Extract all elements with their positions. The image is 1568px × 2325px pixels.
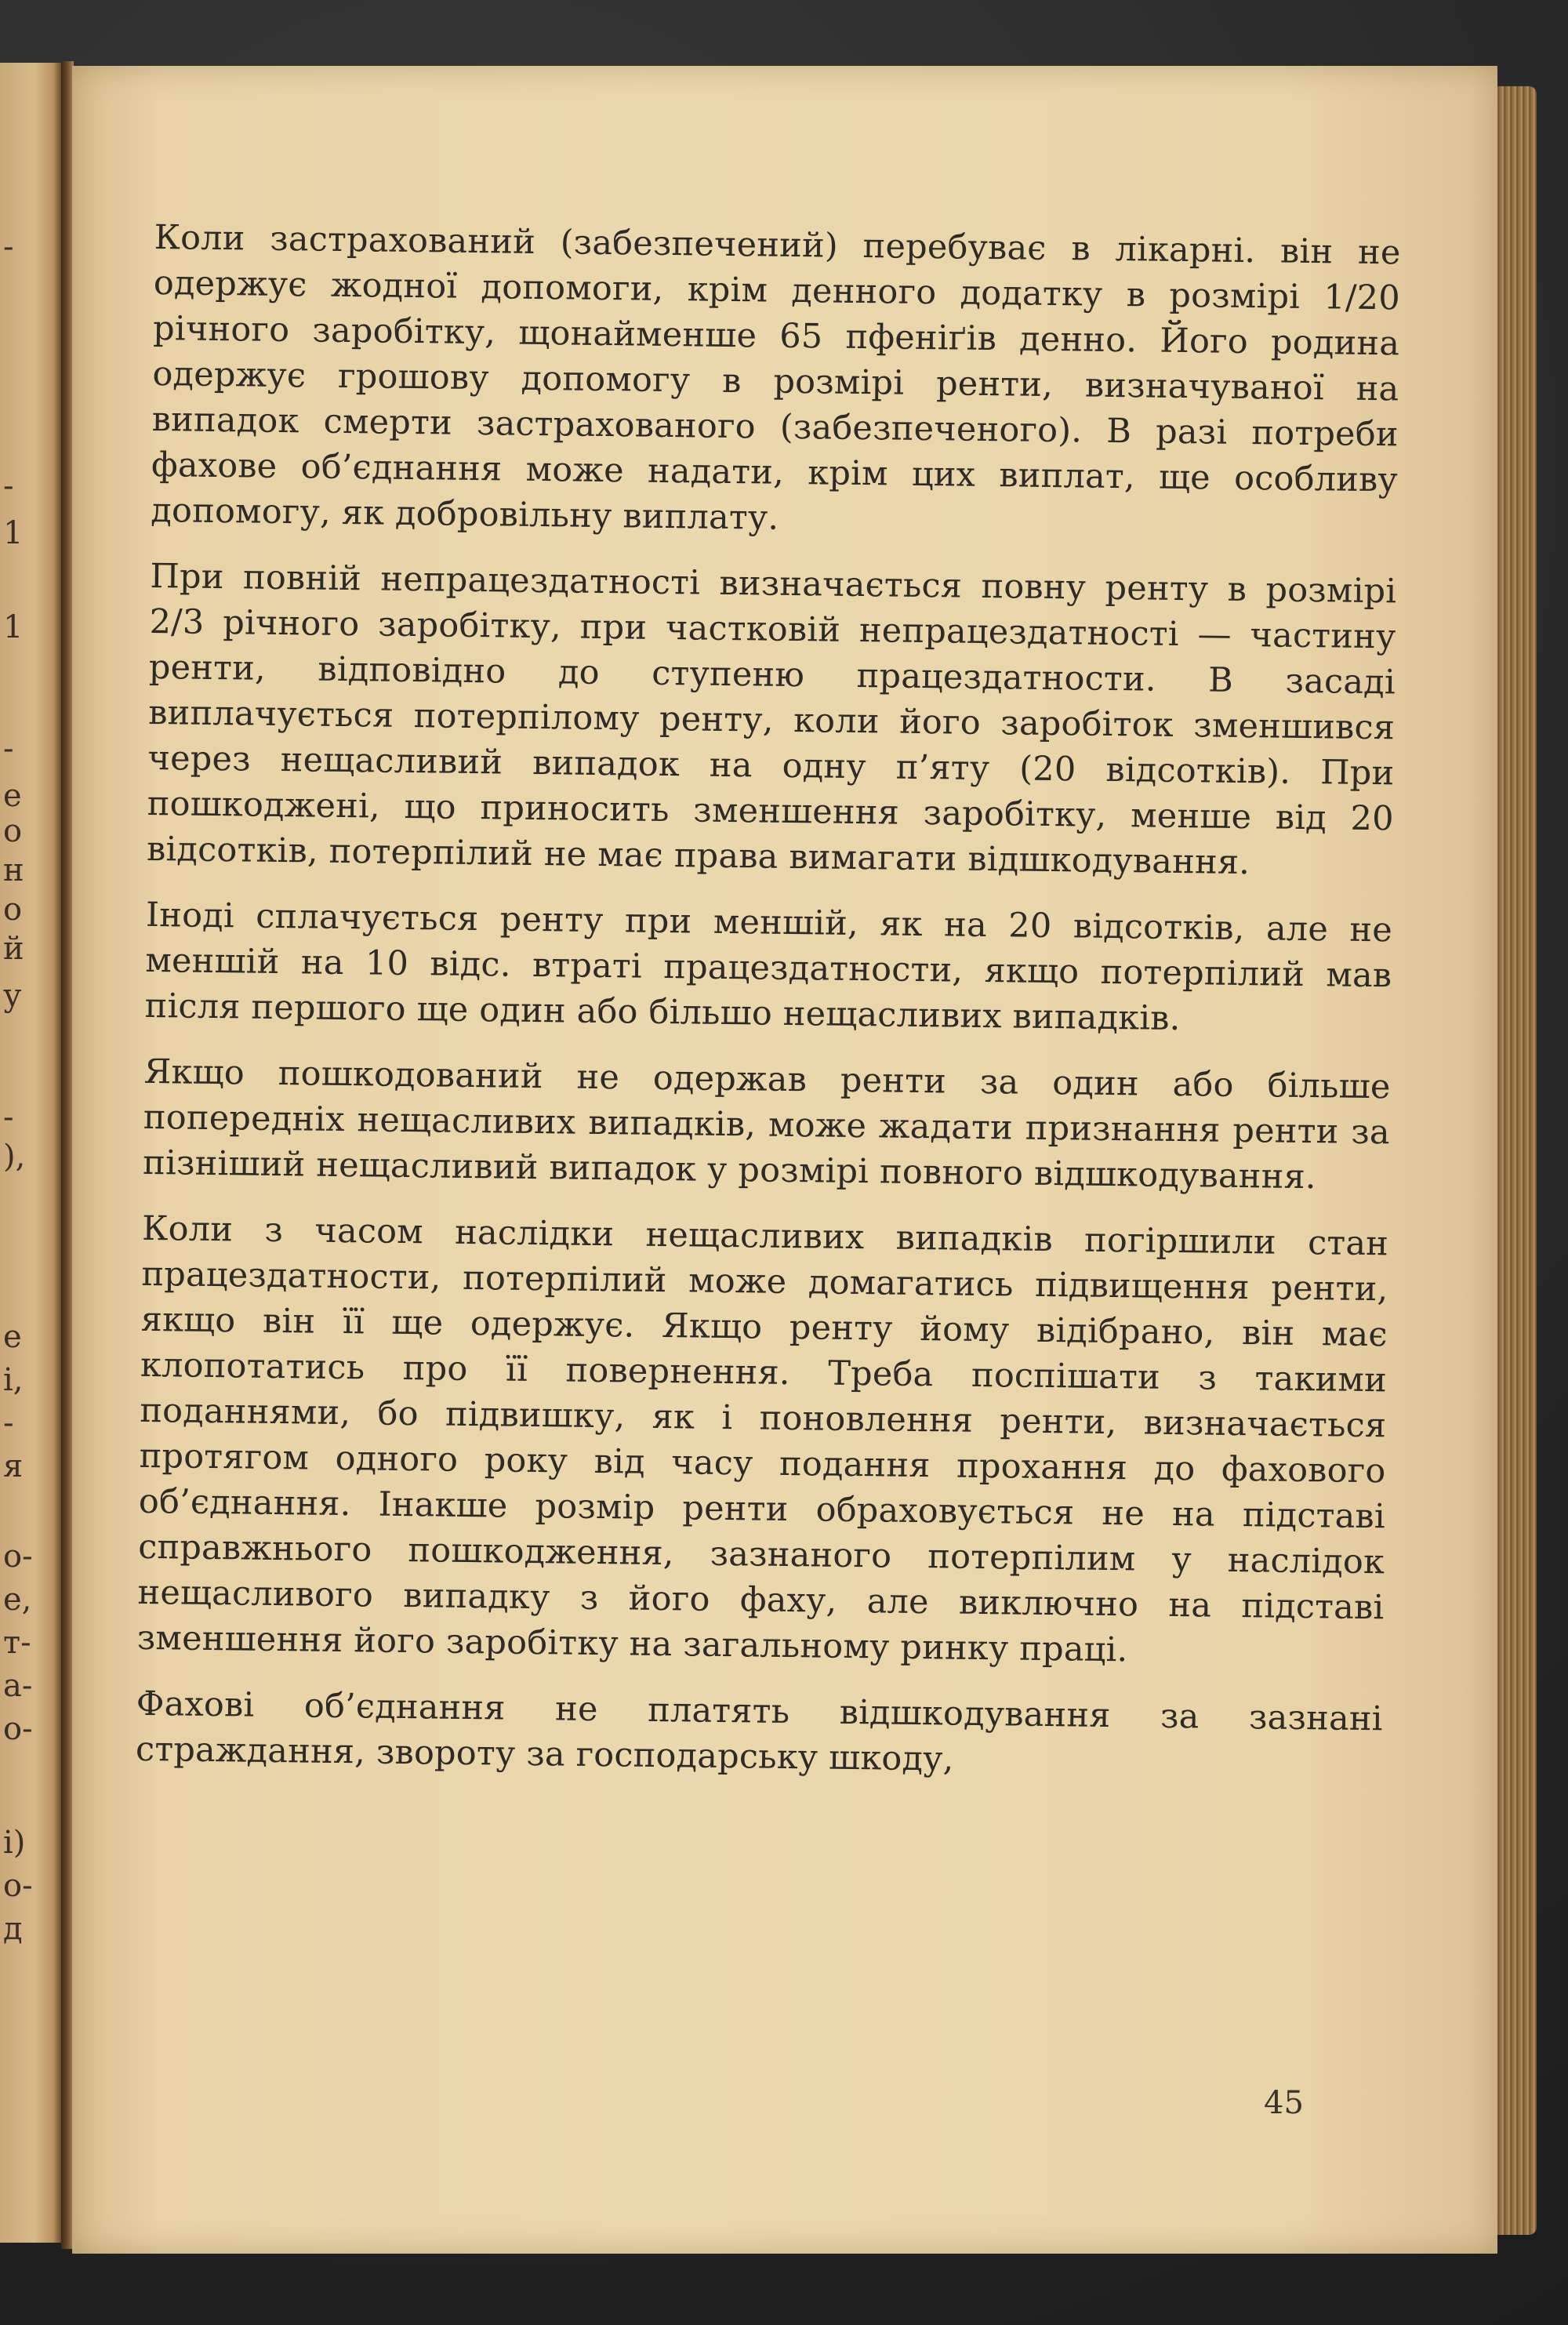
facing-page-fragment: і) bbox=[3, 1825, 26, 1861]
facing-page-fragment: о bbox=[3, 892, 23, 928]
facing-page-fragment: й bbox=[3, 931, 24, 967]
facing-page-fragment: о- bbox=[3, 1538, 33, 1575]
facing-page-fragment: е bbox=[3, 1319, 22, 1355]
paragraph: Фахові об’єднання не платять відшкодування за зазнані страждання, звороту за господарську шкоду, bbox=[135, 1684, 1383, 1779]
facing-page-fragment: і, bbox=[3, 1362, 24, 1398]
facing-page-fragment: - bbox=[3, 1099, 14, 1135]
facing-page-fragment: ), bbox=[3, 1139, 26, 1175]
facing-page-fragment: я bbox=[3, 1448, 24, 1484]
facing-page-fragment: о- bbox=[3, 1868, 33, 1904]
facing-page-fragment: у bbox=[3, 978, 22, 1014]
facing-page-fragment: - bbox=[3, 468, 14, 504]
facing-page-fragment: 1 bbox=[3, 609, 24, 645]
facing-page-fragment: о- bbox=[3, 1711, 33, 1747]
facing-page-fragment: т- bbox=[3, 1625, 31, 1661]
paragraph: При повній непрацездатності визначається повну ренту в розмірі 2/3 річного заробітку, при частковій непрацездатності — частину ренти, відповідно до ступеню працездатности. В засаді виплачується потерпілому ренту, коли його заробіток зменшився через нещасливий випадок на одну п’яту (20 відсотків). При пошкоджені, що приносить зменшення заробітку, менше від 20 відсотків, потерпілий не має права вимагати відшкодування. bbox=[146, 556, 1397, 883]
page-body bbox=[135, 215, 1400, 1807]
book-page bbox=[72, 66, 1497, 2254]
facing-page-fragment: н bbox=[3, 852, 24, 888]
facing-page-fragment: д bbox=[3, 1911, 23, 1947]
facing-page-fragment: - bbox=[3, 731, 14, 767]
page-number: 45 bbox=[1264, 2085, 1304, 2121]
facing-page-fragment: е bbox=[3, 778, 22, 814]
paragraph: Іноді сплачується ренту при меншій, як на 20 відсотків, але не меншій на 10 відс. втраті працездатности, якщо потерпілий мав після першого ще один або більшо нещасливих випадків. bbox=[144, 895, 1393, 1039]
facing-page-fragment: а- bbox=[3, 1668, 33, 1704]
paragraph: Коли з часом наслідки нещасливих випадків погіршили стан працездатности, потерпілий може домагатись підвищення ренти, якщо він її ще одержує. Якщо ренту йому відібрано, він має клопотатись про її повернення. Треба поспішати з такими поданнями, бо підвишку, як і поновлення ренти, визначається протягом одного року від часу подання прохання до фахового об’єднання. Інакше розмір ренти обраховується не на підставі справжнього пошкодження, зазнаного потерпілим у наслідок нещасливого випадку з його фаху, але виключно на підставі зменшення його заробітку на загальному ринку праці. bbox=[136, 1208, 1389, 1670]
paragraph: Якщо пошкодований не одержав ренти за один або більше попередніх нещасливих випадків, може жадати признання ренти за пізніший нещасливий випадок у розмірі повного відшкодування. bbox=[142, 1052, 1391, 1197]
facing-page-fragment: - bbox=[3, 229, 14, 265]
facing-page-fragment: е, bbox=[3, 1582, 32, 1618]
facing-page-edge bbox=[0, 63, 63, 2243]
facing-page-fragment: о bbox=[3, 813, 23, 849]
facing-page-fragment: 1 bbox=[3, 515, 24, 551]
paragraph: Коли застрахований (забезпечений) перебуває в лікарні. він не одержує жодної допомоги, крім денного додатку в розмірі 1/20 річного заробітку, щонайменше 65 пфеніґів денно. Його родина одержує грошову допомогу в розмірі ренти, визначуваної на випадок смерти застрахованого (забезпеченого). В разі потреби фахове об’єднання може надати, крім цих виплат, ще особливу допомогу, як добровільну виплату. bbox=[151, 217, 1401, 538]
facing-page-fragment: - bbox=[3, 1405, 14, 1441]
